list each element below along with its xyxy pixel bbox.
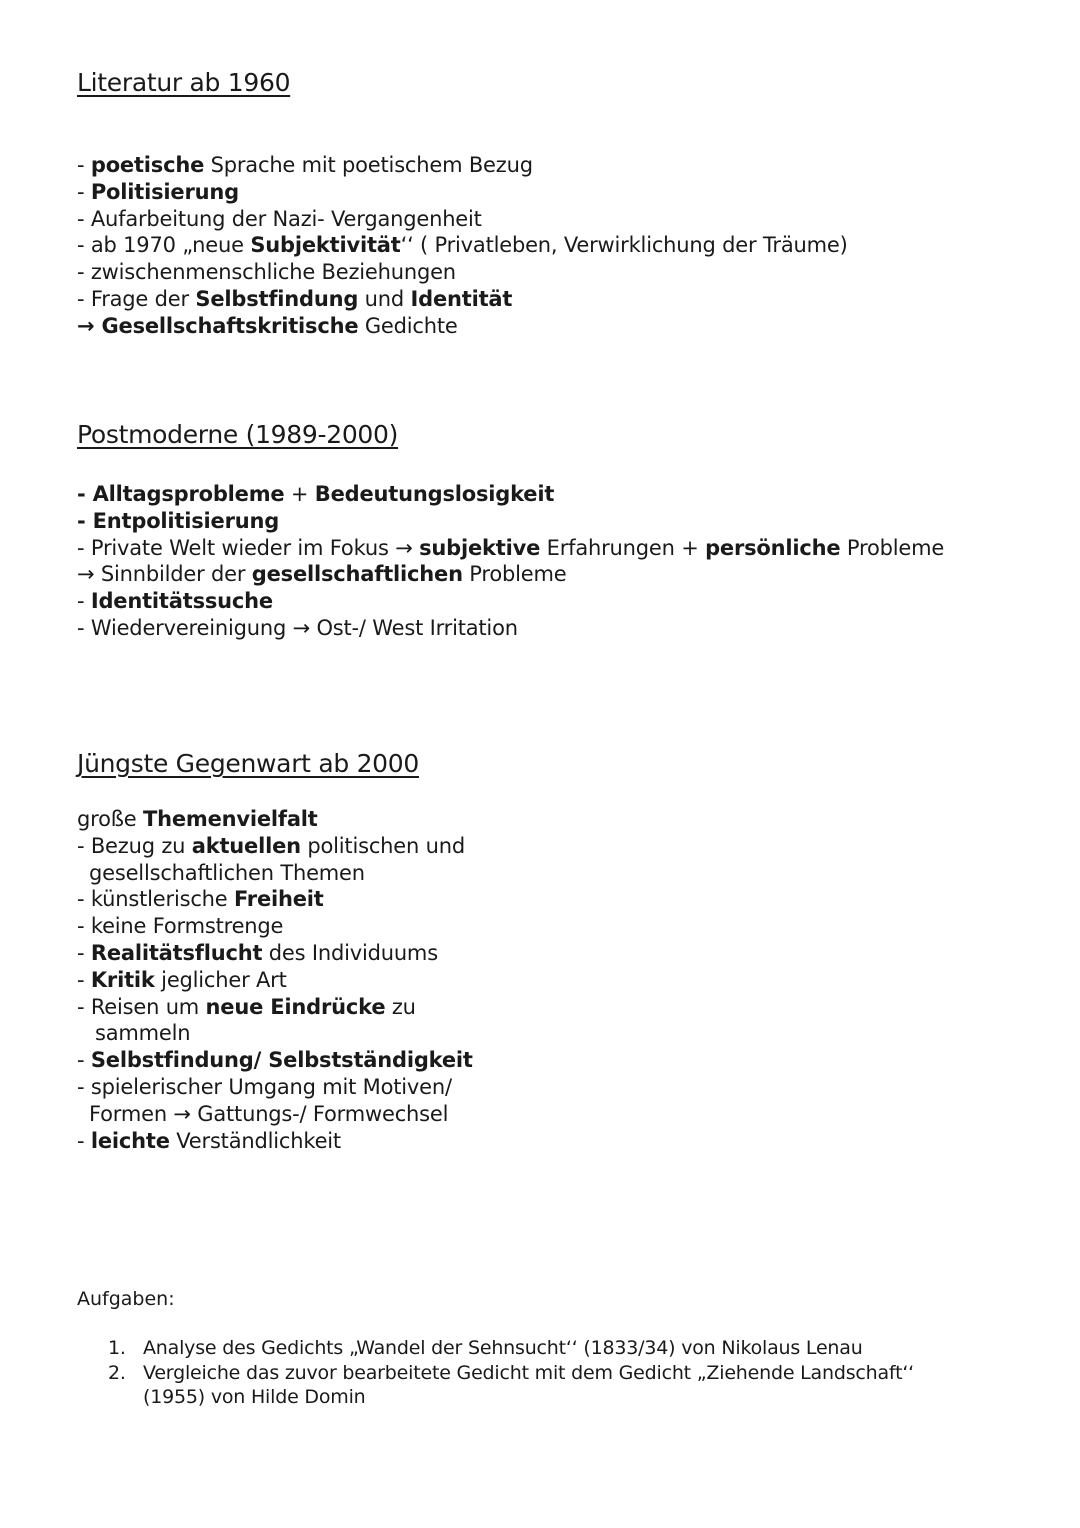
bullet-line (77, 1047, 473, 1074)
task-text: Analyse des Gedichts „Wandel der Sehnsucht‘‘ (1833/34) von Nikolaus Lenau (143, 1337, 863, 1359)
bullet-line (77, 1020, 473, 1047)
task-text: (1955) von Hilde Domin (143, 1386, 366, 1408)
line-text: - Private Welt wieder im Fokus → (77, 535, 420, 560)
task-text: Vergleiche das zuvor bearbeitete Gedicht mit dem Gedicht „Ziehende Landschaft‘‘ (143, 1361, 915, 1384)
bullet-line (77, 152, 848, 179)
bullet-line (77, 232, 848, 259)
line-text: Gedichte (358, 313, 458, 338)
bold-term: Freiheit (233, 887, 324, 912)
bold-term: - Entpolitisierung (77, 508, 280, 533)
bold-term: neue Eindrücke (205, 994, 386, 1019)
line-text: - (77, 589, 91, 614)
line-text: + (284, 482, 315, 506)
line-text: gesellschaftlichen Themen (89, 860, 365, 885)
bullet-line (77, 833, 473, 860)
bullet-line (77, 806, 473, 833)
line-text: Probleme (840, 535, 945, 560)
bullet-line (77, 286, 848, 313)
line-text: - zwischenmenschliche Beziehungen (77, 260, 456, 285)
line-text: ‘‘ ( Privatleben, Verwirklichung der Träume) (400, 233, 848, 258)
bullet-line (77, 588, 944, 615)
line-text: jeglicher Art (154, 967, 287, 992)
bold-term: - Alltagsprobleme (77, 482, 285, 506)
line-text: - Aufarbeitung der Nazi- Vergangenheit (77, 206, 482, 231)
line-text: - keine Formstrenge (77, 914, 284, 939)
section-list-literatur-1960 (77, 152, 848, 340)
task-number: 1. (108, 1337, 126, 1359)
bullet-line (77, 615, 944, 642)
line-text: - (77, 940, 91, 965)
line-text: - (77, 1128, 91, 1153)
task-item (108, 1385, 914, 1410)
bold-term: → Gesellschaftskritische (77, 313, 359, 338)
bold-term: Subjektivität (250, 233, 401, 258)
line-text: - spielerischer Umgang mit Motiven/ (77, 1074, 452, 1099)
section-title-literatur-1960: Literatur ab 1960 (77, 68, 291, 97)
line-text: politischen und (300, 833, 465, 858)
line-text: - Bezug zu (77, 833, 192, 858)
line-text: - ab 1970 „neue (77, 233, 251, 258)
bold-term: Selbstfindung/ Selbstständigkeit (90, 1048, 473, 1073)
bullet-line (77, 913, 473, 940)
line-text: Sprache mit poetischem Bezug (204, 153, 533, 177)
line-text: - Frage der (77, 286, 196, 311)
line-text: und (358, 286, 411, 311)
line-text: - Wiedervereinigung → Ost-/ West Irritation (77, 615, 518, 640)
tasks-label: Aufgaben: (77, 1288, 175, 1310)
bullet-line (77, 860, 473, 887)
bullet-line (77, 561, 944, 588)
bullet-line (77, 1101, 473, 1128)
bullet-line (77, 535, 944, 562)
bullet-line (77, 508, 944, 535)
task-number: 2. (108, 1361, 126, 1384)
line-text: → Sinnbilder der (77, 562, 252, 587)
line-text: Verständlichkeit (169, 1128, 341, 1153)
line-text: - (77, 153, 91, 177)
bullet-line (77, 481, 944, 508)
bullet-line (77, 940, 473, 967)
section-list-postmoderne (77, 481, 944, 642)
line-text: - künstlerische (77, 887, 234, 912)
bold-term: Identitätssuche (90, 589, 273, 614)
line-text: Probleme (462, 562, 567, 587)
bold-term: poetische (90, 153, 205, 177)
bold-term: Realitätsflucht (90, 940, 263, 965)
bold-term: leichte (90, 1128, 170, 1153)
bold-term: Kritik (90, 967, 155, 992)
line-text: zu (385, 994, 416, 1019)
line-text: große (77, 807, 143, 831)
bold-term: subjektive (419, 535, 541, 560)
bold-term: gesellschaftlichen (251, 562, 463, 587)
tasks-list (108, 1336, 914, 1410)
section-list-juengste-gegenwart (77, 806, 473, 1154)
bullet-line (77, 1128, 473, 1155)
bullet-line (77, 886, 473, 913)
bold-term: Politisierung (90, 179, 239, 204)
section-title-postmoderne: Postmoderne (1989-2000) (77, 420, 399, 449)
line-text: - (77, 179, 91, 204)
bold-term: Themenvielfalt (142, 807, 318, 831)
section-title-juengste-gegenwart: Jüngste Gegenwart ab 2000 (77, 749, 419, 778)
bullet-line (77, 1074, 473, 1101)
bold-term: Bedeutungslosigkeit (314, 482, 555, 506)
bullet-line (77, 994, 473, 1021)
line-text: des Individuums (262, 940, 438, 965)
bold-term: persönliche (705, 535, 841, 560)
task-item (108, 1361, 914, 1386)
line-text: sammeln (95, 1021, 191, 1046)
bold-term: Selbstfindung (195, 286, 359, 311)
line-text: Erfahrungen + (540, 535, 706, 560)
bold-term: Identität (410, 286, 513, 311)
bullet-line (77, 206, 848, 233)
bullet-line (77, 313, 848, 340)
bullet-line (77, 179, 848, 206)
bullet-line (77, 967, 473, 994)
bold-term: aktuellen (191, 833, 301, 858)
line-text: - Reisen um (77, 994, 206, 1019)
line-text: - (77, 1048, 91, 1073)
task-item (108, 1336, 914, 1361)
line-text: - (77, 967, 91, 992)
bullet-line (77, 259, 848, 286)
line-text: Formen → Gattungs-/ Formwechsel (89, 1101, 449, 1126)
